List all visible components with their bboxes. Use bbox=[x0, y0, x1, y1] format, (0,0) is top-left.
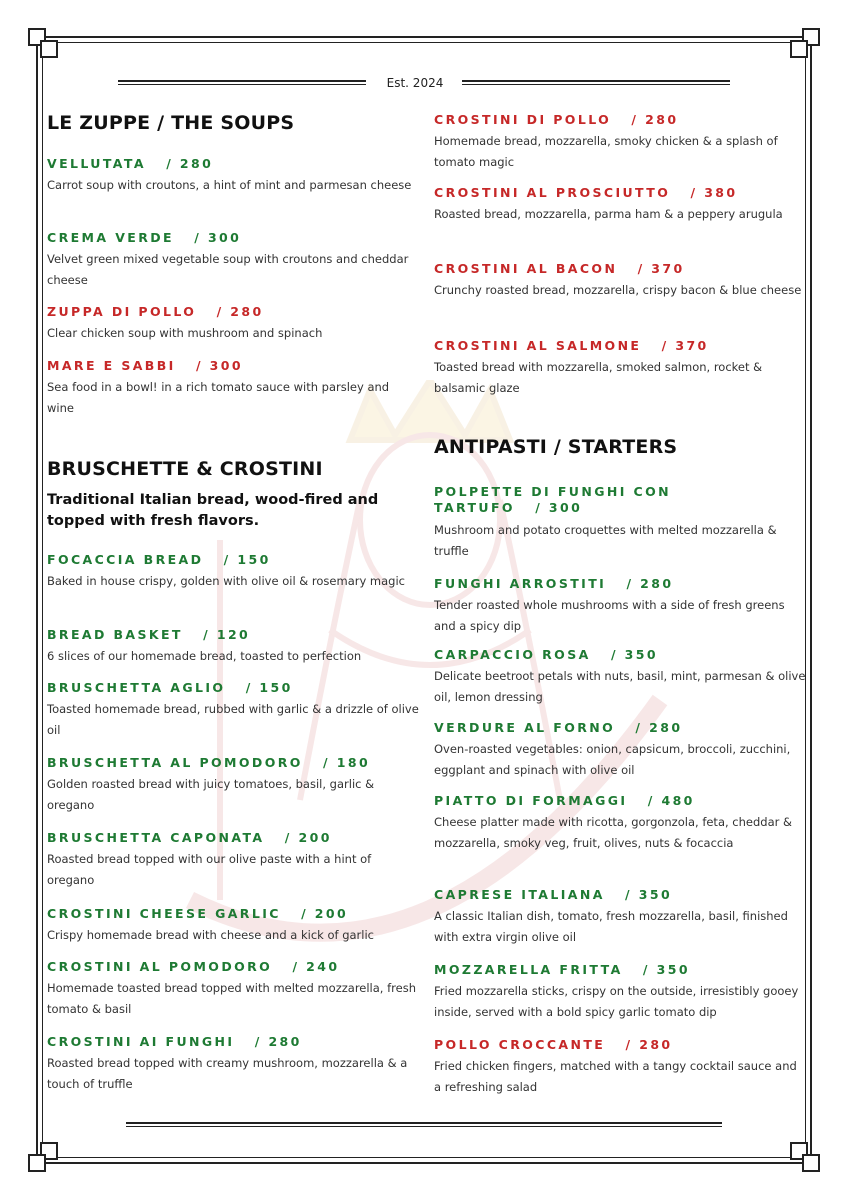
corner-ornament bbox=[790, 1142, 820, 1172]
left-column bbox=[47, 112, 419, 1091]
item-name: BRUSCHETTA AL POMODORO bbox=[47, 755, 303, 770]
item-price: / 280 bbox=[626, 576, 674, 591]
item-description: Baked in house crispy, golden with olive oil & rosemary magic bbox=[47, 574, 405, 588]
item-price: / 200 bbox=[301, 906, 349, 921]
menu-item bbox=[434, 962, 806, 1023]
established-label: Est. 2024 bbox=[386, 76, 444, 90]
item-price: / 280 bbox=[216, 304, 264, 319]
menu-item bbox=[434, 720, 806, 781]
bruschette-title: BRUSCHETTE & CROSTINI bbox=[47, 458, 323, 480]
menu-item bbox=[434, 576, 806, 637]
item-price: / 370 bbox=[637, 261, 685, 276]
item-description: Fried mozzarella sticks, crispy on the outside, irresistibly gooey inside, served with a bold spicy garlic tomato dip bbox=[434, 984, 799, 1019]
item-description: Fried chicken fingers, matched with a tangy cocktail sauce and a refreshing salad bbox=[434, 1059, 797, 1094]
menu-item bbox=[47, 906, 374, 946]
menu-item bbox=[47, 830, 419, 891]
menu-item bbox=[47, 230, 419, 291]
header-rule-right bbox=[462, 80, 730, 85]
item-description: Oven-roasted vegetables: onion, capsicum, broccoli, zucchini, eggplant and spinach with olive oil bbox=[434, 742, 791, 777]
menu-item bbox=[47, 156, 411, 196]
menu-item bbox=[47, 358, 419, 419]
corner-ornament bbox=[28, 1142, 58, 1172]
item-name: CREMA VERDE bbox=[47, 230, 174, 245]
item-price: / 300 bbox=[194, 230, 242, 245]
item-description: Crispy homemade bread with cheese and a kick of garlic bbox=[47, 928, 374, 942]
antipasti-title: ANTIPASTI / STARTERS bbox=[434, 436, 678, 458]
item-description: Delicate beetroot petals with nuts, basil, mint, parmesan & olive oil, lemon dressing bbox=[434, 669, 806, 704]
item-price: / 480 bbox=[647, 793, 695, 808]
soups-title: LE ZUPPE / THE SOUPS bbox=[47, 112, 295, 134]
item-description: 6 slices of our homemade bread, toasted to perfection bbox=[47, 649, 362, 663]
menu-item bbox=[47, 680, 419, 741]
item-description: Homemade bread, mozzarella, smoky chicken & a splash of tomato magic bbox=[434, 134, 778, 169]
item-description: Golden roasted bread with juicy tomatoes, basil, garlic & oregano bbox=[47, 777, 375, 812]
item-name: CARPACCIO ROSA bbox=[434, 647, 591, 662]
footer-rule bbox=[126, 1122, 722, 1127]
menu-item bbox=[434, 887, 806, 948]
menu-item bbox=[47, 1034, 419, 1095]
item-name: CROSTINI AL SALMONE bbox=[434, 338, 642, 353]
item-description: Carrot soup with croutons, a hint of mint and parmesan cheese bbox=[47, 178, 412, 192]
menu-item bbox=[434, 484, 694, 516]
item-description: A classic Italian dish, tomato, fresh mozzarella, basil, finished with extra virgin olive oil bbox=[434, 909, 788, 944]
menu-item bbox=[434, 112, 806, 173]
menu-item bbox=[47, 627, 361, 667]
item-name: ZUPPA DI POLLO bbox=[47, 304, 197, 319]
item-price: / 280 bbox=[631, 112, 679, 127]
item-name: FOCACCIA BREAD bbox=[47, 552, 204, 567]
item-name: CROSTINI CHEESE GARLIC bbox=[47, 906, 281, 921]
item-description: Mushroom and potato croquettes with melted mozzarella & truffle bbox=[434, 523, 777, 558]
item-description: Cheese platter made with ricotta, gorgonzola, feta, cheddar & mozzarella, smoky veg, fruit, olives, nuts & focaccia bbox=[434, 815, 792, 850]
corner-ornament bbox=[28, 28, 58, 58]
item-price: / 350 bbox=[625, 887, 673, 902]
item-name: MOZZARELLA FRITTA bbox=[434, 962, 623, 977]
menu-item bbox=[434, 185, 783, 225]
menu-item bbox=[47, 959, 419, 1020]
bruschette-section bbox=[47, 458, 419, 532]
item-name: CROSTINI AI FUNGHI bbox=[47, 1034, 235, 1049]
item-price: / 180 bbox=[323, 755, 371, 770]
item-price: / 200 bbox=[284, 830, 332, 845]
item-description: Velvet green mixed vegetable soup with croutons and cheddar cheese bbox=[47, 252, 409, 287]
menu-item bbox=[47, 755, 419, 816]
item-name: BRUSCHETTA AGLIO bbox=[47, 680, 226, 695]
item-name: FUNGHI ARROSTITI bbox=[434, 576, 607, 591]
item-description: Crunchy roasted bread, mozzarella, crispy bacon & blue cheese bbox=[434, 283, 802, 297]
item-name: POLPETTE DI FUNGHI CON TARTUFO bbox=[434, 484, 671, 515]
item-name: BREAD BASKET bbox=[47, 627, 183, 642]
item-description: Tender roasted whole mushrooms with a side of fresh greens and a spicy dip bbox=[434, 598, 785, 633]
item-name: CROSTINI AL BACON bbox=[434, 261, 618, 276]
item-name: MARE E SABBI bbox=[47, 358, 176, 373]
menu-item bbox=[434, 1037, 806, 1098]
menu-item bbox=[434, 261, 801, 301]
item-description: Roasted bread topped with creamy mushroom, mozzarella & a touch of truffle bbox=[47, 1056, 408, 1091]
item-description: Toasted bread with mozzarella, smoked salmon, rocket & balsamic glaze bbox=[434, 360, 763, 395]
item-price: / 280 bbox=[254, 1034, 302, 1049]
menu-item bbox=[47, 552, 405, 592]
item-name: VERDURE AL FORNO bbox=[434, 720, 616, 735]
header-rule-left bbox=[118, 80, 366, 85]
item-name: CROSTINI AL PROSCIUTTO bbox=[434, 185, 671, 200]
item-name: CROSTINI AL POMODORO bbox=[47, 959, 273, 974]
menu-item bbox=[434, 338, 806, 399]
corner-ornament bbox=[790, 28, 820, 58]
item-name: VELLUTATA bbox=[47, 156, 146, 171]
item-description: Roasted bread topped with our olive paste with a hint of oregano bbox=[47, 852, 372, 887]
item-price: / 300 bbox=[195, 358, 243, 373]
item-price: / 150 bbox=[245, 680, 293, 695]
item-price: / 120 bbox=[203, 627, 251, 642]
item-description: Homemade toasted bread topped with melted mozzarella, fresh tomato & basil bbox=[47, 981, 416, 1016]
item-price: / 350 bbox=[642, 962, 690, 977]
item-name: CAPRESE ITALIANA bbox=[434, 887, 605, 902]
item-price: / 150 bbox=[223, 552, 271, 567]
item-name: PIATTO DI FORMAGGI bbox=[434, 793, 628, 808]
item-price: / 300 bbox=[535, 500, 583, 515]
item-price: / 350 bbox=[610, 647, 658, 662]
item-price: / 240 bbox=[292, 959, 340, 974]
menu-item bbox=[434, 647, 806, 708]
item-price: / 380 bbox=[690, 185, 738, 200]
menu-item bbox=[47, 304, 322, 344]
item-description: Toasted homemade bread, rubbed with garlic & a drizzle of olive oil bbox=[47, 702, 419, 737]
item-price: / 370 bbox=[661, 338, 709, 353]
item-name: POLLO CROCCANTE bbox=[434, 1037, 606, 1052]
item-name: BRUSCHETTA CAPONATA bbox=[47, 830, 265, 845]
item-price: / 280 bbox=[166, 156, 214, 171]
menu-item bbox=[434, 793, 806, 854]
item-description: Sea food in a bowl! in a rich tomato sauce with parsley and wine bbox=[47, 380, 390, 415]
item-price: / 280 bbox=[625, 1037, 673, 1052]
item-description: Roasted bread, mozzarella, parma ham & a peppery arugula bbox=[434, 207, 783, 221]
item-description: Clear chicken soup with mushroom and spinach bbox=[47, 326, 323, 340]
item-price: / 280 bbox=[635, 720, 683, 735]
bruschette-subtitle: Traditional Italian bread, wood-fired and topped with fresh flavors. bbox=[47, 492, 379, 529]
item-name: CROSTINI DI POLLO bbox=[434, 112, 612, 127]
